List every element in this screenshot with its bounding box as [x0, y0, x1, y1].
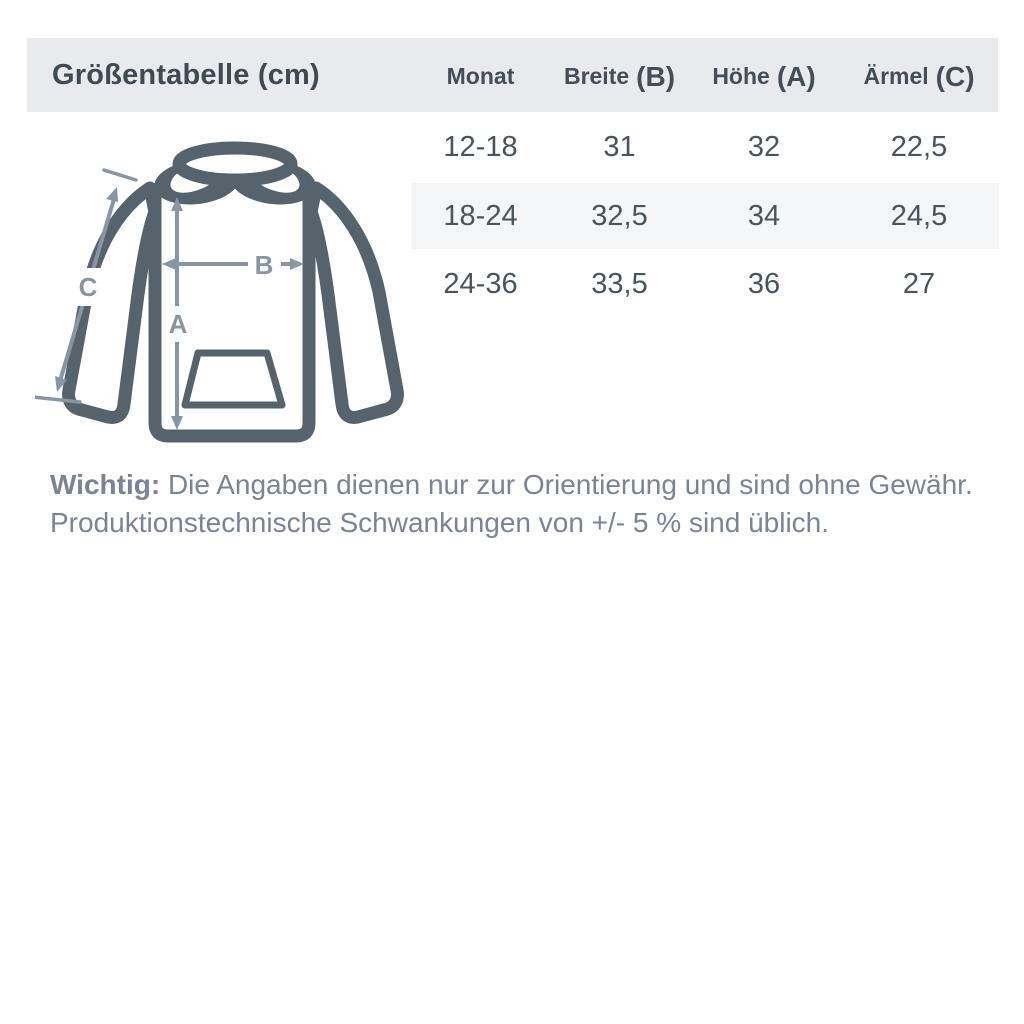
column-header-hoehe: Höhe (A): [712, 60, 816, 92]
table-row: [411, 249, 999, 319]
cell-monat: 24-36: [443, 267, 518, 300]
disclaimer-note: [50, 466, 990, 542]
measure-label-a: A: [168, 309, 188, 339]
cell-aermel: 24,5: [890, 199, 948, 232]
disclaimer-line-1: Wichtig: Die Angaben dienen nur zur Orientierung und sind ohne Gewähr.: [50, 469, 973, 500]
column-header-monat: Monat: [446, 63, 515, 89]
cell-breite: 33,5: [591, 267, 648, 300]
measure-label-c: C: [78, 272, 98, 302]
table-header-band: [27, 38, 998, 112]
cell-aermel: 22,5: [890, 131, 948, 163]
cell-monat: 12-18: [443, 131, 518, 163]
measure-label-b: B: [254, 250, 274, 280]
column-header-aermel: Ärmel (C): [863, 60, 975, 92]
arrow-c-top-tick: [104, 170, 136, 180]
size-table-rows: [411, 112, 999, 319]
hood-opening: [179, 148, 291, 180]
disclaimer-bold-prefix: Wichtig:: [50, 469, 161, 500]
column-header-breite: Breite (B): [563, 60, 676, 92]
arrow-c-head-up: [106, 187, 118, 202]
cell-hoehe: 36: [747, 267, 781, 300]
cell-hoehe: 32: [747, 131, 781, 163]
hoodie-measurement-diagram: [35, 135, 435, 455]
cell-hoehe: 34: [747, 199, 781, 232]
cell-breite: 31: [603, 131, 636, 163]
table-row: [411, 183, 999, 249]
table-column-headers: [411, 38, 999, 112]
cell-breite: 32,5: [591, 199, 648, 232]
cell-aermel: 27: [902, 267, 936, 300]
cell-monat: 18-24: [443, 199, 518, 232]
page-title: Größentabelle (cm): [52, 58, 320, 91]
table-row: [411, 112, 999, 183]
disclaimer-line-2: Produktionstechnische Schwankungen von +/- 5 % sind üblich.: [50, 507, 830, 538]
pocket-outline: [185, 353, 282, 405]
